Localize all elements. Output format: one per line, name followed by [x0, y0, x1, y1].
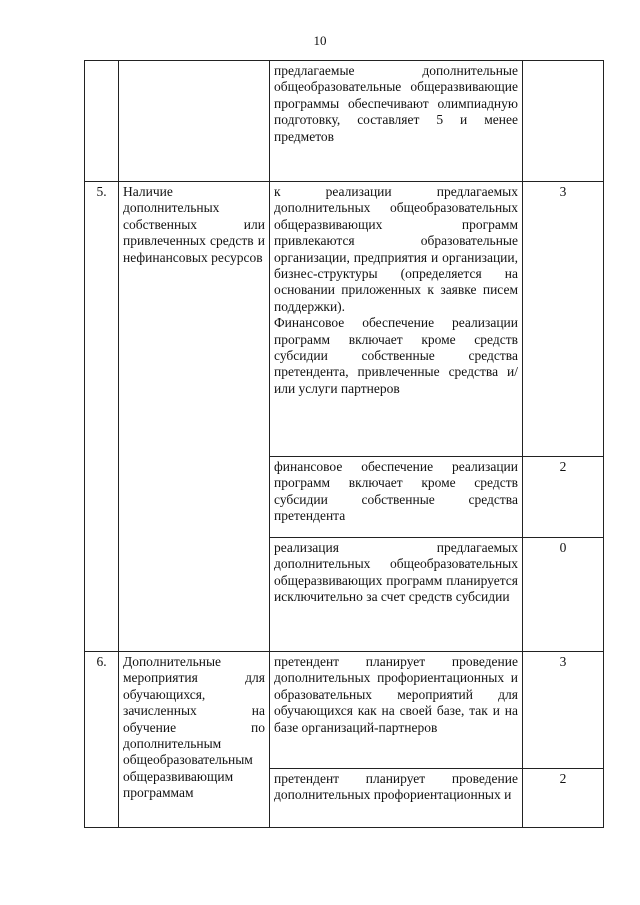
criterion-score — [523, 61, 604, 182]
table-row — [85, 61, 604, 182]
criterion-name: Наличие дополнительных собственных или привлеченных средств и нефинансовых ресурсов — [119, 182, 270, 652]
criterion-number — [85, 61, 119, 182]
criterion-name: Дополнительные мероприятия для обучающихся, зачисленных на обучение по дополнительным общеобразовательным общеразвивающим программам — [119, 652, 270, 828]
criterion-description: финансовое обеспечение реализации программ включает кроме средств субсидии собственные средства претендента — [270, 457, 523, 538]
criterion-score: 2 — [523, 457, 604, 538]
criterion-number: 5. — [85, 182, 119, 652]
criterion-score: 3 — [523, 652, 604, 769]
table-row — [85, 652, 604, 769]
description-paragraph: к реализации предлагаемых дополнительных общеобразовательных общеразвивающих программ привлекаются образовательные организации, предприятия и организации, бизнес-структуры (определяется на основании приложенных к заявке писем поддержки). — [274, 184, 518, 314]
criterion-description: претендент планирует проведение дополнительных профориентационных и — [270, 769, 523, 828]
description-paragraph: Финансовое обеспечение реализации программ включает кроме средств субсидии собственные средства претендента, привлеченные средства и/или услуги партнеров — [274, 315, 518, 396]
table-row — [85, 182, 604, 457]
criterion-score: 2 — [523, 769, 604, 828]
page-number: 10 — [313, 33, 327, 48]
criteria-table — [84, 60, 604, 828]
criterion-description: претендент планирует проведение дополнительных профориентационных и образовательных мероприятий для обучающихся как на своей базе, так и на базе организаций-партнеров — [270, 652, 523, 769]
criterion-description: реализация предлагаемых дополнительных общеобразовательных общеразвивающих программ планируется исключительно за счет средств субсидии — [270, 538, 523, 652]
criterion-name — [119, 61, 270, 182]
criterion-description: предлагаемые дополнительные общеобразовательные общеразвивающие программы обеспечивают олимпиадную подготовку, составляет 5 и менее предметов — [270, 61, 523, 182]
criterion-number: 6. — [85, 652, 119, 828]
criterion-score: 3 — [523, 182, 604, 457]
criterion-description — [270, 182, 523, 457]
criterion-score: 0 — [523, 538, 604, 652]
